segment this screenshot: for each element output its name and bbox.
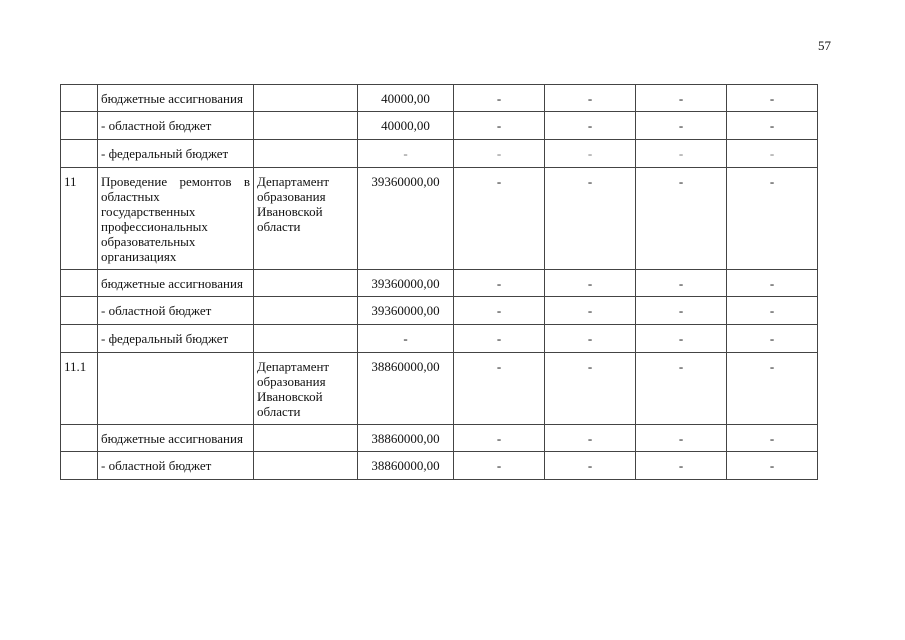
row-total-cell: 39360000,00 bbox=[358, 297, 454, 325]
row-year1-cell: - bbox=[454, 85, 545, 112]
row-year4-cell: - bbox=[727, 112, 818, 140]
table-row bbox=[61, 297, 818, 325]
row-total-cell: 38860000,00 bbox=[358, 452, 454, 480]
row-year1-cell: - bbox=[454, 168, 545, 270]
row-year4-cell: - bbox=[727, 353, 818, 425]
row-year2-cell: - bbox=[545, 112, 636, 140]
row-executor-cell bbox=[254, 452, 358, 480]
row-year2-cell: - bbox=[545, 297, 636, 325]
row-name-cell: бюджетные ассигнования bbox=[98, 270, 254, 297]
row-executor-cell bbox=[254, 270, 358, 297]
row-executor-cell: Департамент образования Ивановской области bbox=[254, 168, 358, 270]
row-year3-cell: - bbox=[636, 112, 727, 140]
table-row bbox=[61, 270, 818, 297]
row-year4-cell: - bbox=[727, 297, 818, 325]
row-year1-cell: - bbox=[454, 270, 545, 297]
row-year3-cell: - bbox=[636, 85, 727, 112]
row-number-cell bbox=[61, 112, 98, 140]
table-row bbox=[61, 353, 818, 425]
row-total-cell: 38860000,00 bbox=[358, 353, 454, 425]
row-year2-cell: - bbox=[545, 425, 636, 452]
row-year1-cell: - bbox=[454, 112, 545, 140]
row-year3-cell: - bbox=[636, 270, 727, 297]
row-year4-cell: - bbox=[727, 452, 818, 480]
row-number-cell bbox=[61, 140, 98, 168]
row-year4-cell: - bbox=[727, 325, 818, 353]
table-row bbox=[61, 85, 818, 112]
row-number-cell: 11 bbox=[61, 168, 98, 270]
row-number-cell bbox=[61, 85, 98, 112]
row-year4-cell: - bbox=[727, 85, 818, 112]
row-executor-cell bbox=[254, 325, 358, 353]
row-name-cell bbox=[98, 353, 254, 425]
row-year3-cell: - bbox=[636, 452, 727, 480]
row-year1-cell: - bbox=[454, 353, 545, 425]
row-year3-cell: - bbox=[636, 297, 727, 325]
row-year4-cell: - bbox=[727, 425, 818, 452]
row-name-cell: - областной бюджет bbox=[98, 112, 254, 140]
row-year3-cell: - bbox=[636, 140, 727, 168]
row-year2-cell: - bbox=[545, 452, 636, 480]
row-year4-cell: - bbox=[727, 270, 818, 297]
row-executor-cell bbox=[254, 112, 358, 140]
row-number-cell bbox=[61, 425, 98, 452]
row-year4-cell: - bbox=[727, 140, 818, 168]
row-total-cell: - bbox=[358, 325, 454, 353]
row-executor-cell bbox=[254, 140, 358, 168]
row-name-cell: - федеральный бюджет bbox=[98, 325, 254, 353]
row-total-cell: 39360000,00 bbox=[358, 168, 454, 270]
budget-table bbox=[60, 84, 818, 480]
row-name-cell: - федеральный бюджет bbox=[98, 140, 254, 168]
row-executor-cell bbox=[254, 85, 358, 112]
row-year1-cell: - bbox=[454, 325, 545, 353]
row-total-cell: 38860000,00 bbox=[358, 425, 454, 452]
row-year2-cell: - bbox=[545, 168, 636, 270]
row-total-cell: 40000,00 bbox=[358, 85, 454, 112]
row-year3-cell: - bbox=[636, 425, 727, 452]
table-row bbox=[61, 452, 818, 480]
row-year2-cell: - bbox=[545, 270, 636, 297]
row-name-cell: бюджетные ассигнования bbox=[98, 85, 254, 112]
row-total-cell: - bbox=[358, 140, 454, 168]
row-name-cell: - областной бюджет bbox=[98, 452, 254, 480]
row-year2-cell: - bbox=[545, 140, 636, 168]
row-total-cell: 39360000,00 bbox=[358, 270, 454, 297]
row-number-cell bbox=[61, 325, 98, 353]
row-number-cell bbox=[61, 270, 98, 297]
row-number-cell bbox=[61, 452, 98, 480]
row-name-cell: Проведение ремонтов в областных государственных профессиональных образовательных организациях bbox=[98, 168, 254, 270]
row-year2-cell: - bbox=[545, 85, 636, 112]
table-row bbox=[61, 425, 818, 452]
row-year2-cell: - bbox=[545, 325, 636, 353]
table-row bbox=[61, 325, 818, 353]
row-year1-cell: - bbox=[454, 452, 545, 480]
row-executor-cell: Департамент образования Ивановской области bbox=[254, 353, 358, 425]
row-year1-cell: - bbox=[454, 297, 545, 325]
row-name-cell: - областной бюджет bbox=[98, 297, 254, 325]
row-year4-cell: - bbox=[727, 168, 818, 270]
row-year1-cell: - bbox=[454, 140, 545, 168]
row-number-cell bbox=[61, 297, 98, 325]
row-year3-cell: - bbox=[636, 353, 727, 425]
row-executor-cell bbox=[254, 425, 358, 452]
table-row bbox=[61, 112, 818, 140]
table-row bbox=[61, 168, 818, 270]
row-name-cell: бюджетные ассигнования bbox=[98, 425, 254, 452]
row-total-cell: 40000,00 bbox=[358, 112, 454, 140]
row-year1-cell: - bbox=[454, 425, 545, 452]
row-year2-cell: - bbox=[545, 353, 636, 425]
page-number: 57 bbox=[818, 38, 831, 53]
row-number-cell: 11.1 bbox=[61, 353, 98, 425]
row-year3-cell: - bbox=[636, 325, 727, 353]
row-executor-cell bbox=[254, 297, 358, 325]
row-year3-cell: - bbox=[636, 168, 727, 270]
table-row bbox=[61, 140, 818, 168]
